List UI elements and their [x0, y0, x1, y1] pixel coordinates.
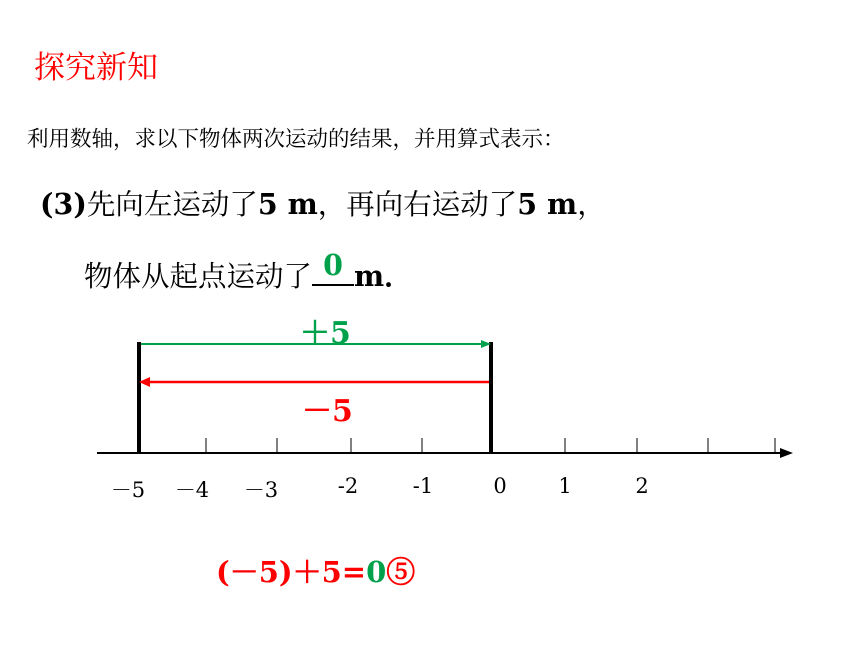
tick-label-neg3: －3: [243, 478, 279, 502]
answer-unit: m．: [354, 259, 413, 293]
tick-label-neg1: -1: [412, 474, 434, 498]
question-text-3: ，: [577, 188, 606, 221]
distance-2: 5 m: [517, 187, 578, 221]
tick-label-neg2: -2: [337, 474, 359, 498]
equation: [216, 550, 415, 591]
minus-five-label: －5: [302, 394, 353, 429]
circled-number: ⑤: [386, 555, 416, 589]
axis-arrow-head: [780, 448, 793, 458]
question-text-1: 先向左运动了: [86, 188, 258, 221]
equation-result: 0: [366, 555, 387, 589]
tick-label-neg4: －4: [174, 478, 210, 502]
question-text-2: ，再向右运动了: [317, 188, 518, 221]
page-title: 探究新知: [34, 50, 158, 86]
tick-label-1: 1: [558, 474, 572, 498]
answer-value: 0: [323, 248, 343, 282]
plus-five-label: ＋5: [300, 316, 351, 351]
question-number: (3): [40, 187, 87, 221]
tick-label-2: 2: [635, 474, 649, 498]
tick-label-neg5: －5: [110, 478, 146, 502]
question-prefix: 物体从起点运动了: [84, 260, 313, 293]
instruction-text: 利用数轴，求以下物体两次运动的结果，并用算式表示：: [27, 127, 565, 152]
equation-left: (－5)＋5=: [216, 555, 367, 589]
tick-label-0: 0: [493, 474, 507, 498]
distance-1: 5 m: [257, 187, 318, 221]
